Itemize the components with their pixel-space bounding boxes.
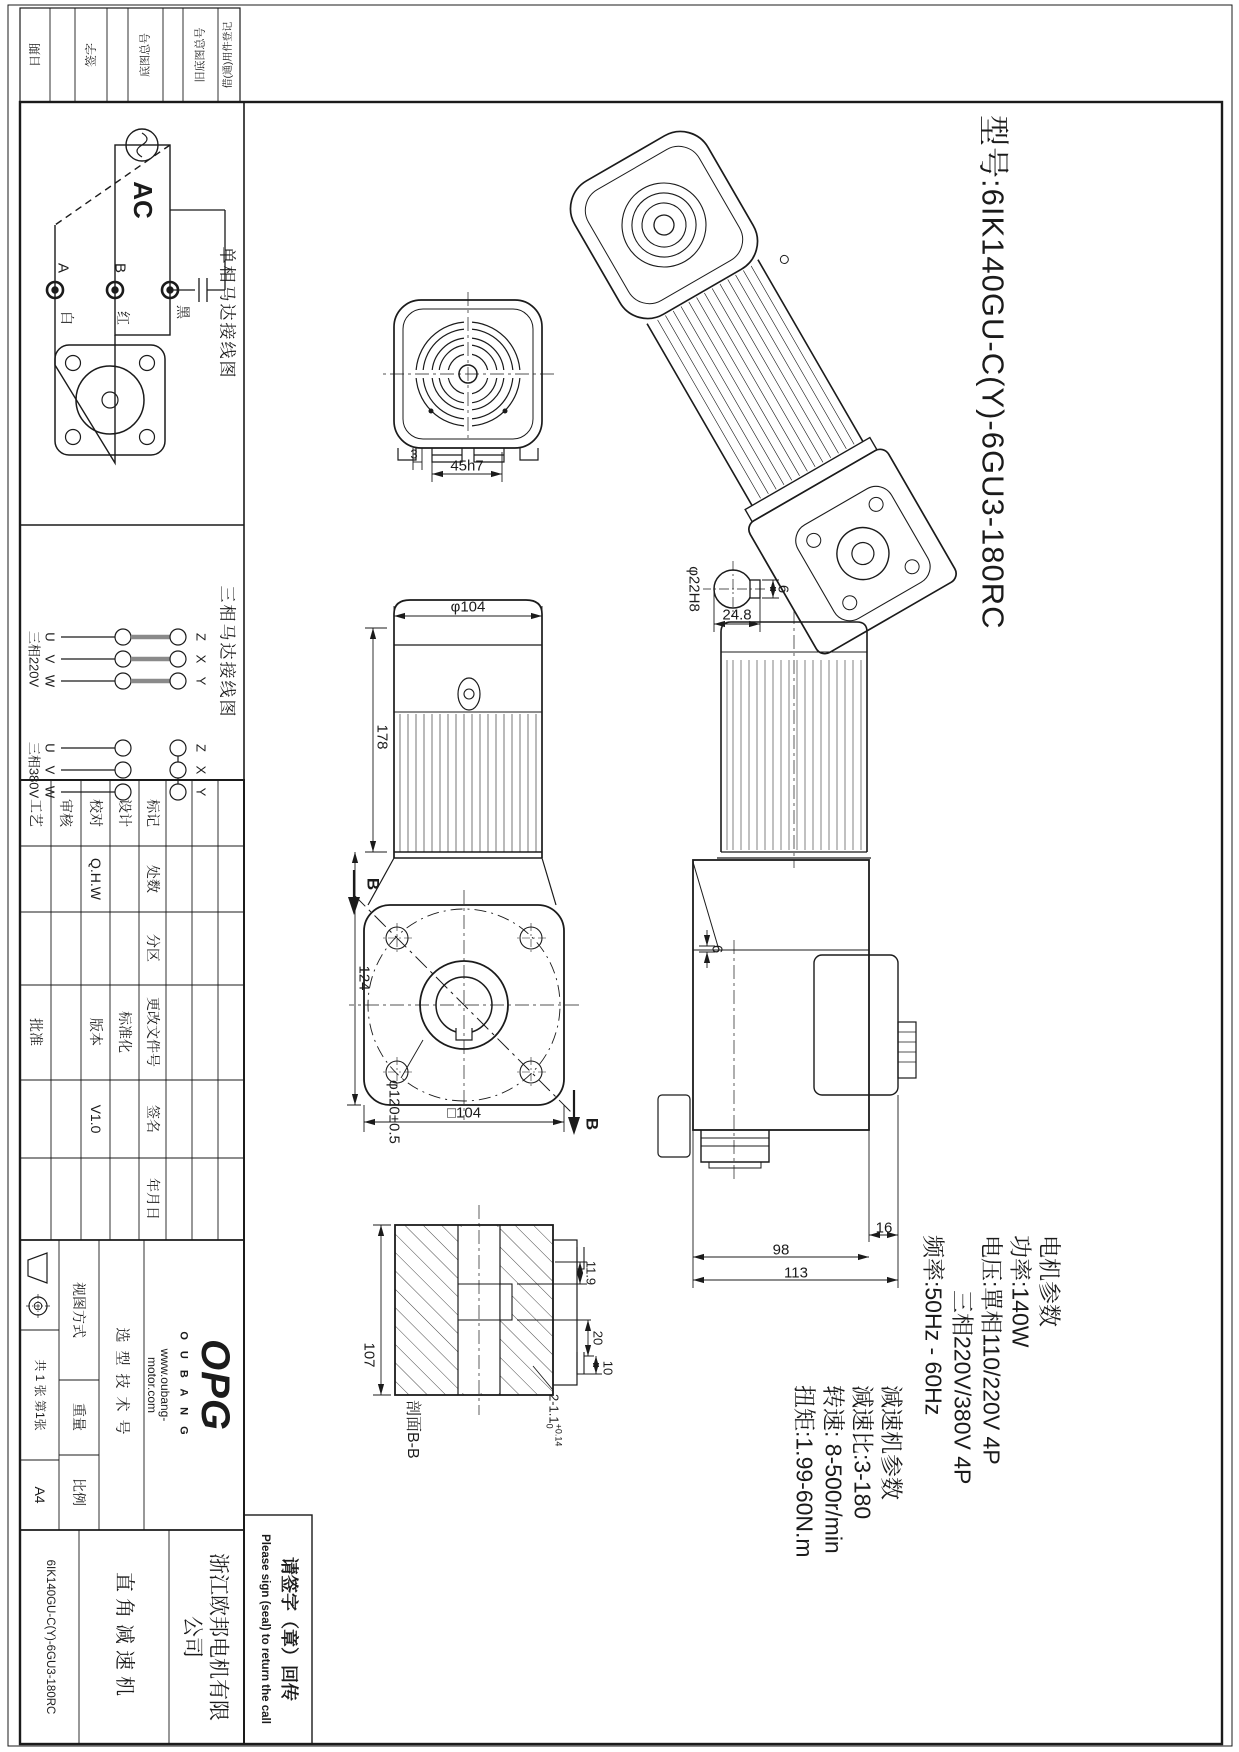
- spec-voltage-single: 电压:單相110/220V 4P: [978, 1235, 1005, 1465]
- section-bb-label: 剖面B-B: [404, 1400, 421, 1459]
- tb-header-count: 处数: [145, 865, 161, 893]
- section-arrow-b1: B: [363, 877, 383, 891]
- dim-bolt-circle: φ120±0.5: [385, 1080, 403, 1144]
- dim-shaft-key: 6: [774, 584, 792, 594]
- dim-hole-note: [544, 1394, 563, 1446]
- tb-view-method: 视图方式: [71, 1282, 87, 1338]
- tb-standardize: 标准化: [117, 1011, 133, 1053]
- tb-header-mark: 标记: [145, 799, 161, 827]
- dim-step: 6: [708, 944, 726, 954]
- label-380v: 三相380V: [26, 741, 42, 799]
- dim-motor-length: 178: [373, 724, 391, 750]
- terminal-v-380: V: [42, 765, 58, 775]
- tb-selection-no: 选型技术号: [113, 1327, 131, 1443]
- product-name: 直角减速机: [113, 1572, 135, 1702]
- spec-gear-heading: 減速机参数: [878, 1385, 905, 1500]
- tb-version-label: 版本: [88, 1018, 104, 1046]
- tb-paper-size: A4: [32, 1486, 48, 1504]
- tb-audit: 审核: [58, 799, 74, 827]
- dim-16: 16: [875, 1219, 893, 1237]
- company-name-line2: 公司: [180, 1616, 204, 1658]
- dim-20: 20: [590, 1330, 606, 1346]
- tb-model-small: 6IK140GU-C(Y)-6GU3-180RC: [43, 1559, 56, 1715]
- dim-10: 10: [600, 1360, 616, 1376]
- tb-scale: 比例: [71, 1478, 87, 1506]
- dim-fan-tab: 3: [410, 446, 418, 462]
- spec-torque: 扭矩:1.99-60N.m: [791, 1385, 818, 1558]
- spec-power: 功率:140W: [1007, 1235, 1034, 1348]
- tb-check: 校对: [88, 799, 104, 827]
- terminal-w-220: W: [42, 674, 58, 688]
- spec-ratio: 減速比:3-180: [849, 1385, 876, 1520]
- spec-motor-heading: 电机参数: [1036, 1235, 1063, 1327]
- spec-voltage-three: 三相220V/380V 4P: [949, 1290, 976, 1485]
- terminal-b-label: B: [111, 262, 129, 274]
- website-line2: motor.com: [145, 1356, 159, 1414]
- label-220v: 三相220V: [26, 630, 42, 688]
- dim-hole-tol-up: +0.14: [553, 1423, 564, 1447]
- margin-signature: 签字: [84, 42, 98, 68]
- three-phase-title: 三相马达接线图: [217, 585, 237, 719]
- dim-98: 98: [772, 1241, 790, 1259]
- dim-107: 107: [360, 1342, 378, 1368]
- oubang-logo: OPG: [193, 1339, 237, 1431]
- tb-process: 工艺: [28, 799, 44, 827]
- company-name-line1: 浙江欧邦电机有限: [206, 1553, 230, 1721]
- terminal-u-380: U: [42, 743, 58, 753]
- terminal-w-380: W: [42, 785, 58, 799]
- dim-shaft-dia: φ22H8: [685, 566, 703, 612]
- website-line1: www.oubang-: [158, 1348, 172, 1422]
- dim-hole-tol-dn: 0: [544, 1423, 554, 1429]
- tb-header-sign: 签名: [145, 1105, 161, 1133]
- tb-version: V1.0: [88, 1104, 104, 1134]
- dim-shaft-across: 24.8: [722, 606, 752, 624]
- sign-note-en: Please sign (seal) to return the call: [258, 1534, 271, 1724]
- page-title-model: 型号:6IK140GU-C(Y)-6GU3-180RC: [975, 115, 1011, 630]
- wire-red-label: 红: [115, 311, 131, 325]
- margin-date: 日期: [28, 42, 42, 68]
- dim-113: 113: [784, 1264, 808, 1282]
- margin-borrow-record: 借(通)用件登记: [223, 21, 234, 89]
- margin-drawing-no: 底图总号: [139, 33, 152, 77]
- dim-hole-note-main: 2-1.1: [546, 1394, 562, 1424]
- terminal-x-380: X: [193, 765, 209, 775]
- tb-header-date: 年月日: [145, 1178, 161, 1220]
- section-arrow-b2: B: [582, 1117, 602, 1131]
- wire-black-label: 黑: [175, 305, 191, 319]
- tb-design: 设计: [117, 799, 133, 827]
- terminal-z-380: Z: [193, 744, 209, 752]
- sign-note-cn: 请签字（章）回传: [279, 1557, 299, 1701]
- dim-motor-dia: φ104: [450, 598, 486, 616]
- tb-header-zone: 分区: [145, 934, 161, 962]
- terminal-y-220: Y: [193, 676, 209, 686]
- terminal-z-220: Z: [193, 633, 209, 641]
- terminal-u-220: U: [42, 632, 58, 642]
- tb-weight: 重量: [71, 1403, 87, 1431]
- single-phase-title: 单相马达接线图: [217, 246, 237, 380]
- tb-header-doc: 更改文件号: [145, 997, 161, 1067]
- oubang-logo-sub: O U B A N G: [177, 1331, 190, 1439]
- terminal-y-380: Y: [193, 787, 209, 797]
- spec-frequency: 频率:50Hz - 60Hz: [920, 1235, 947, 1416]
- tb-checker-name: Q.H.W: [88, 858, 104, 900]
- wire-white-label: 白: [59, 311, 75, 325]
- dim-fan-key: 45h7: [450, 457, 484, 475]
- dim-flange-square: □104: [446, 1104, 482, 1122]
- tb-sheets: 共 1 张 第1张: [33, 1359, 47, 1431]
- margin-old-drawing-no: 旧底图总号: [194, 27, 207, 83]
- spec-speed: 转速: 8-500r/min: [820, 1385, 847, 1554]
- tb-approve: 批准: [28, 1018, 44, 1046]
- ac-label: AC: [128, 181, 158, 219]
- terminal-a-label: A: [54, 262, 72, 274]
- terminal-x-220: X: [193, 654, 209, 664]
- dim-11-9: 11.9: [583, 1260, 599, 1286]
- terminal-v-220: V: [42, 654, 58, 664]
- dim-gear-length: 124: [355, 965, 373, 991]
